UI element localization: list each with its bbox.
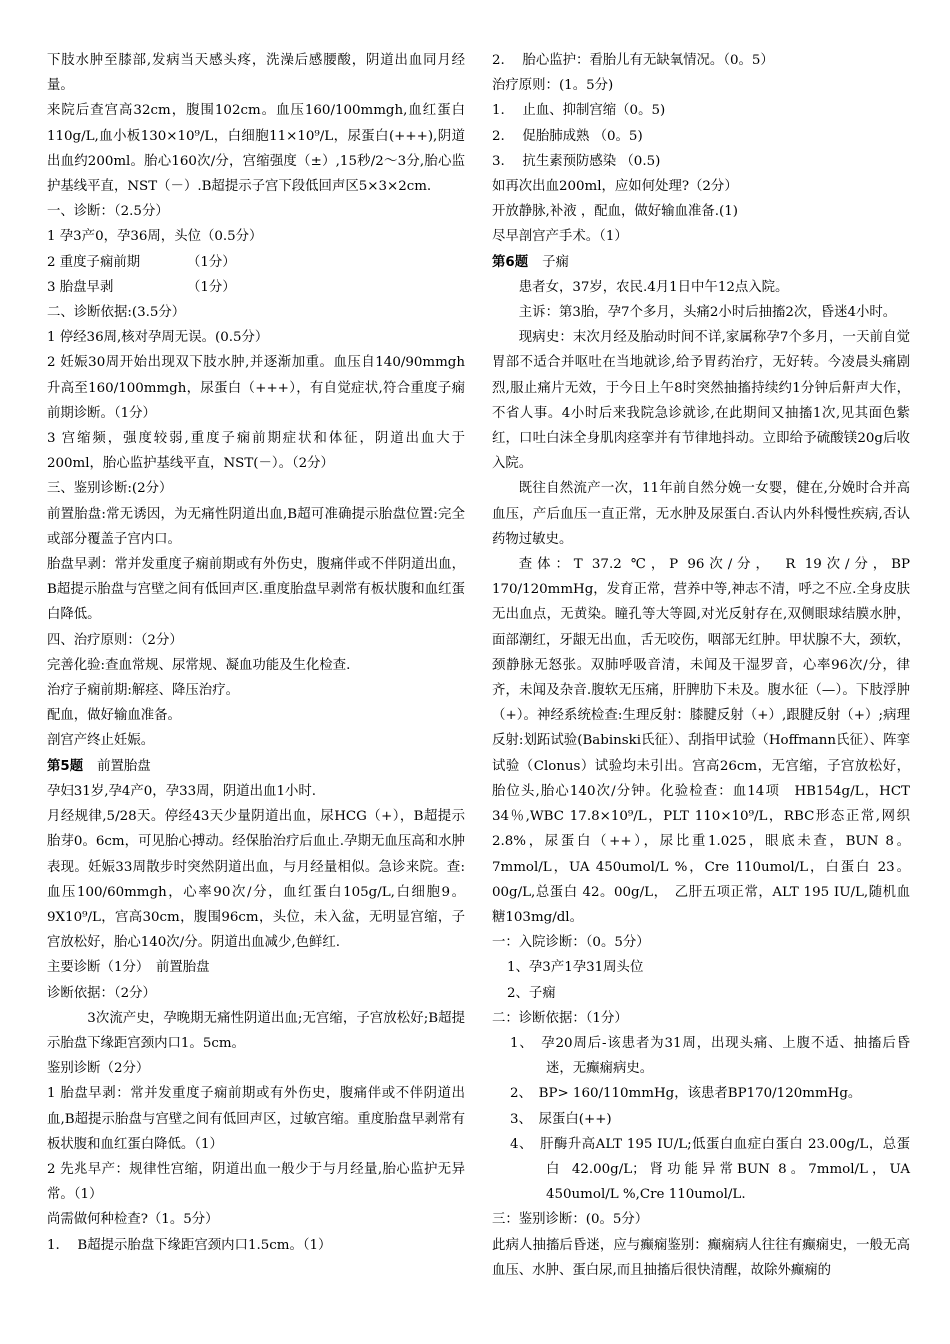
text-paragraph: 一、诊断：（2.5分） (47, 204, 169, 220)
text-paragraph: 2. 促胎肺成熟 （0。5) (492, 128, 643, 144)
question-title: 子痫 (542, 254, 569, 270)
question-title: 前置胎盘 (97, 758, 151, 774)
text-paragraph: 2 先兆早产：规律性宫缩，阴道出血一般少于与月经量,胎心监护无异常。（1） (47, 1161, 465, 1203)
text-paragraph: 既往自然流产一次，11年前自然分娩一女婴，健在,分娩时合并高血压，产后血压一直正常，无水肿及尿蛋白.否认内外科慢性疾病,否认药物过敏史。 (492, 481, 910, 547)
text-paragraph: 现病史：末次月经及胎动时间不详,家属称孕7个多月，一天前自觉胃部不适合并呕吐在当地就诊,给予胃药治疗，无好转。今凌晨头痛剧烈,服止痛片无效，于今日上午8时突然抽搐持续约1分钟后鼾声大作，不省人事。4小时后来我院急诊就诊,在此期间又抽搐1次,见其面色紫红，口吐白沫全身肌肉痉挛并有节律地抖动。立即给予硫酸镁20g后收入院。 (492, 330, 910, 472)
text-paragraph: 诊断依据：（2分） (47, 985, 156, 1001)
text-paragraph: 2、 BP> 160/110mmHg，该患者BP170/120mmHg。 (510, 1086, 862, 1102)
text-paragraph: 完善化验:查血常规、尿常规、凝血功能及生化检查. (47, 657, 351, 673)
text-paragraph: 2、子痫 (507, 985, 556, 1001)
text-paragraph: 主诉：第3胎，孕7个多月，头痛2小时后抽搐2次，昏迷4小时。 (518, 305, 897, 321)
text-paragraph: 3次流产史，孕晚期无痛性阴道出血;无宫缩，子宫放松好;B超提示胎盘下缘距宫颈内口1。5cm。 (47, 1010, 465, 1051)
text-paragraph: 1 停经36周,核对孕周无误。(0.5分） (47, 330, 269, 346)
text-paragraph: 四、治疗原则：（2分） (47, 632, 183, 648)
text-paragraph: 2. 胎心监护：看胎儿有无缺氧情况。（0。5） (492, 53, 774, 68)
text-paragraph: 3 胎盘早剥 （1分） (47, 279, 236, 295)
text-paragraph: 3 宫缩频，强度较弱,重度子痫前期症状和体征，阴道出血大于200ml，胎心监护基线平直，NST(－）。（2分） (47, 431, 465, 472)
left-column (47, 48, 465, 1258)
text-paragraph: 1、 孕20周后-该患者为31周，出现头痛、上腹不适、抽搐后昏迷，无癫痫病史。 (510, 1035, 910, 1077)
text-paragraph: 月经规律,5/28天。停经43天少量阴道出血，尿HCG（+），B超提示胎芽0。6cm，可见胎心搏动。经保胎治疗后血止.孕期无血压高和水肿表现。妊娠33周散步时突然阴道出血，与月经量相似。急诊来院。查:血压100/60mmgh，心率90次/分，血红蛋白105g/L,白细胞9。9X10⁹/L，宫高30cm，腹围96cm，头位，未入盆，无明显宫缩，子宫放松好，胎心140次/分。阴道出血减少,色鲜红. (47, 809, 465, 951)
text-paragraph: 治疗原则：(1。5分) (492, 78, 614, 94)
text-paragraph: 二：诊断依据：（1分） (492, 1010, 628, 1026)
text-paragraph: 1、孕3产1孕31周头位 (507, 960, 644, 976)
text-paragraph: 三：鉴别诊断：(0。5分） (492, 1212, 649, 1228)
right-column (492, 48, 910, 1283)
text-paragraph: 来院后查宫高32cm，腹围102cm。血压160/100mmgh,血红蛋白110g/L,血小板130×10⁹/L，白细胞11×10⁹/L，尿蛋白(+++),阴道出血约200ml。胎心160次/分，宫缩强度（±）,15秒/2～3分,胎心监护基线平直，NST（－）.B超提示子宫下段低回声区5×3×2cm. (47, 103, 465, 195)
text-paragraph: 下肢水肿至膝部,发病当天感头疼，洗澡后感腰酸，阴道出血同月经量。 (47, 53, 465, 94)
text-paragraph: 2 妊娠30周开始出现双下肢水肿,并逐渐加重。血压自140/90mmgh升高至160/100mmgh，尿蛋白（+++），有自觉症状,符合重度子痫前期诊断。（1分） (47, 355, 465, 421)
text-paragraph: 一：入院诊断：（0。5分） (492, 935, 650, 951)
text-paragraph: 配血，做好输血准备。 (47, 708, 181, 724)
text-paragraph: 查体：T 37.2 ℃，P 96次/分， R 19次/分，BP 170/120mmHg，发育正常，营养中等,神志不清，呼之不应.全身皮肤无出血点，无黄染。瞳孔等大等圆,对光反射存在,双侧眼球结膜水肿，面部潮红，牙龈无出血，舌无咬伤，咽部无红肿。甲状腺不大，颈软，颈静脉无怒张。双肺呼吸音清，未闻及干湿罗音，心率96次/分，律齐，未闻及杂音.腹软无压痛，肝脾肋下未及。腹水征（—）。下肢浮肿（+）。神经系统检查:生理反射：膝腱反射（+）,跟腱反射（+）;病理反射:划跖试验(Babinski氏征）、刮指甲试验（Hoffmann氏征）、阵挛试验（Clonus）试验均未引出。宫高26cm，无宫缩，子宫放松好，胎位头,胎心140次/分钟。化验检查：血14项 HB154g/L，HCT 34％,WBC 17.8×10⁹/L，PLT 110×10⁹/L，RBC形态正常,网织2.8%，尿蛋白（++），尿比重1.025，眼底未查，BUN 8。7mmol/L，UA 450umol/L %，Cre 110umol/L，白蛋白 23。00g/L,总蛋白 42。00g/L， 乙肝五项正常，ALT 195 IU/L,随机血糖103mg/dl。 (492, 557, 910, 925)
question-heading (492, 250, 910, 275)
text-paragraph: 三、鉴别诊断:(2分） (47, 481, 173, 497)
text-paragraph: 鉴别诊断（2分） (47, 1061, 150, 1077)
text-paragraph: 1. B超提示胎盘下缘距宫颈内口1.5cm。（1） (47, 1237, 332, 1253)
question-number: 第5题 (47, 758, 84, 774)
question-heading (47, 754, 465, 779)
text-paragraph: 前置胎盘:常无诱因，为无痛性阴道出血,B超可准确提示胎盘位置:完全或部分覆盖子宫内口。 (47, 506, 465, 547)
text-paragraph: 孕妇31岁,孕4产0，孕33周，阴道出血1小时. (47, 783, 317, 799)
question-number: 第6题 (492, 254, 529, 270)
text-paragraph: 4、 肝酶升高ALT 195 IU/L;低蛋白血症白蛋白 23.00g/L，总蛋白 42.00g/L；肾功能异常BUN 8。7mmol/L，UA 450umol/L %,Cre 110umol/L. (510, 1136, 910, 1203)
text-paragraph: 1 孕3产0，孕36周，头位（0.5分） (47, 229, 263, 245)
text-paragraph: 胎盘早剥：常并发重度子痫前期或有外伤史，腹痛伴或不伴阴道出血，B超提示胎盘与宫壁之间有低回声区.重度胎盘早剥常有板状腹和血红蛋白降低。 (47, 557, 465, 623)
text-paragraph: 尽早剖宫产手术。（1） (492, 229, 628, 245)
text-paragraph: 1 胎盘早剥：常并发重度子痫前期或有外伤史，腹痛伴或不伴阴道出血,B超提示胎盘与宫壁之间有低回声区，过敏宫缩。重度胎盘早剥常有板状腹和血红蛋白降低。（1） (47, 1086, 465, 1152)
text-paragraph: 治疗子痫前期:解痉、降压治疗。 (47, 683, 239, 699)
text-paragraph: 此病人抽搐后昏迷，应与癫痫鉴别：癫痫病人往往有癫痫史，一般无高血压、水肿、蛋白尿,而且抽搐后很快清醒，故除外癫痫的 (492, 1237, 910, 1278)
text-paragraph: 尚需做何种检查?（1。5分） (47, 1212, 219, 1228)
text-paragraph: 剖宫产终止妊娠。 (47, 733, 155, 749)
text-paragraph: 主要诊断（1分） 前置胎盘 (47, 960, 210, 976)
text-paragraph: 1. 止血、抑制宫缩（0。5) (492, 103, 666, 119)
text-paragraph: 3. 抗生素预防感染 （0.5) (492, 153, 661, 169)
text-paragraph: 患者女，37岁，农民.4月1日中午12点入院。 (518, 279, 789, 295)
text-paragraph: 2 重度子痫前期 （1分） (47, 254, 236, 270)
text-paragraph: 二、诊断依据:(3.5分） (47, 305, 186, 321)
text-paragraph: 3、 尿蛋白(++) (510, 1111, 612, 1127)
text-paragraph: 如再次出血200ml，应如何处理?（2分） (492, 179, 738, 195)
text-paragraph: 开放静脉,补液 ，配血，做好输血准备.(1) (492, 204, 738, 220)
